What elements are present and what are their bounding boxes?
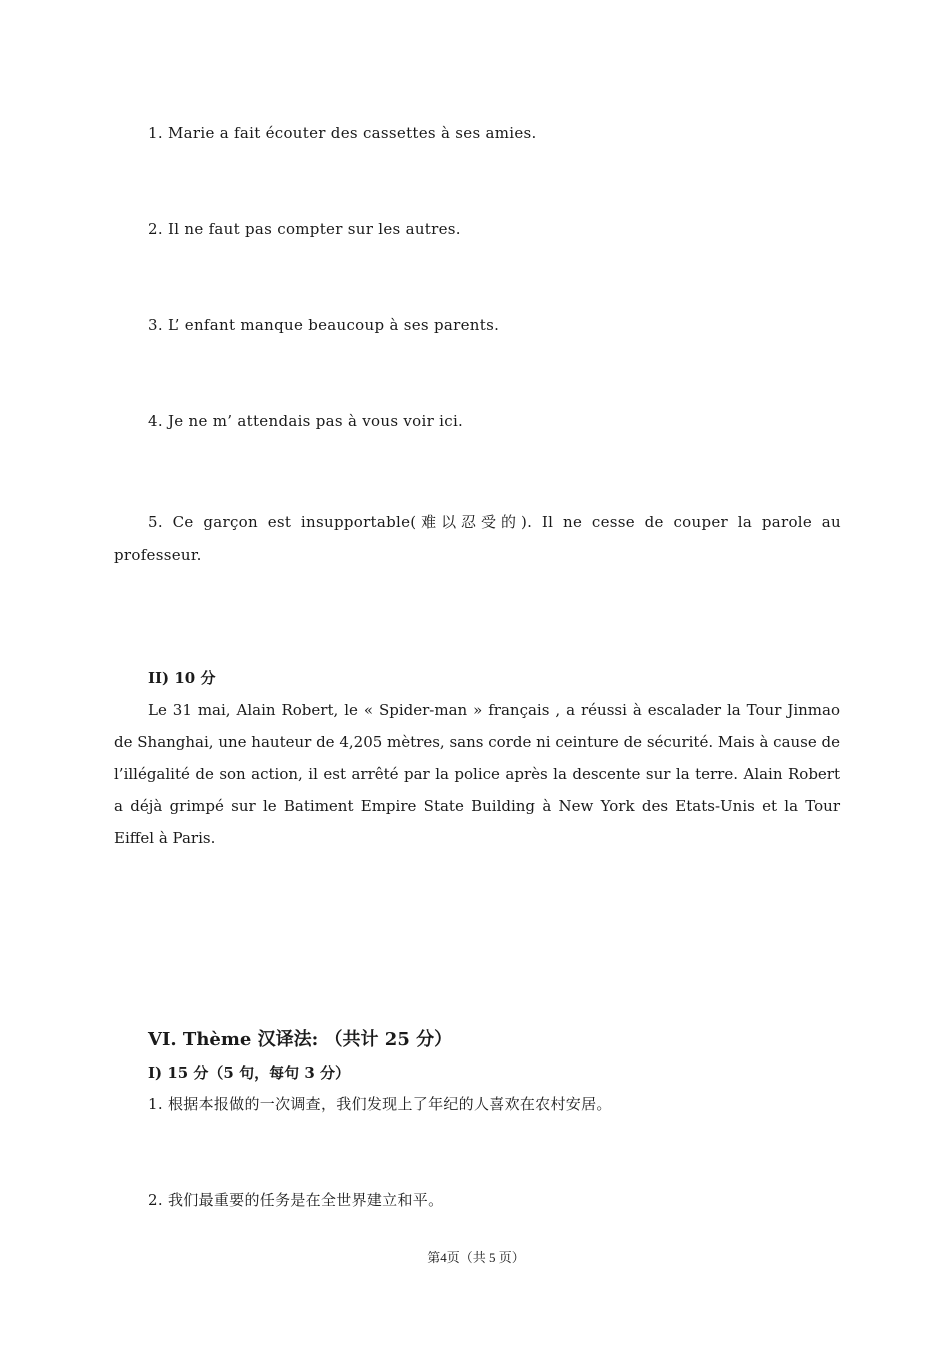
section-6-title: VI. Thème 汉译法: （共计 25 分） — [148, 1029, 453, 1050]
theme-item-1: 1. 根据本报做的一次调查，我们发现上了年纪的人喜欢在农村安居。 — [148, 1095, 612, 1113]
sentence-5: 5. Ce garçon est insupportable(难以忍受的). Il ne cesse de couper la parole au professeur. — [114, 513, 841, 564]
section-6-subheading: I) 15 分（5 句，每句 3 分） — [148, 1064, 350, 1082]
section-2-heading: II) 10 分 — [148, 669, 216, 687]
sentence-1: 1. Marie a fait écouter des cassettes à ses amies. — [148, 124, 537, 142]
sentence-2: 2. Il ne faut pas compter sur les autres. — [148, 220, 461, 238]
sentence-3: 3. L’ enfant manque beaucoup à ses parents. — [148, 316, 500, 334]
page-footer: 第4页（共 5 页） — [427, 1250, 525, 1265]
sentence-4: 4. Je ne m’ attendais pas à vous voir ici. — [148, 412, 464, 430]
section-2-paragraph — [114, 694, 840, 854]
section-2-paragraph-text: Le 31 mai, Alain Robert, le « Spider-man » français , a réussi à escalader la Tour Jinmao de Shanghai, une hauteur de 4,205 mètres, sans corde ni ceinture de sécurité. Mais à cause de l’illégalité de son action, il est arrêté par la police après la descente sur la terre. Alain Robert a déjà grimpé sur le Batiment Empire State Building à New York des Etats-Unis et la Tour Eiffel à Paris. — [114, 701, 840, 847]
theme-item-2: 2. 我们最重要的任务是在全世界建立和平。 — [148, 1191, 444, 1209]
